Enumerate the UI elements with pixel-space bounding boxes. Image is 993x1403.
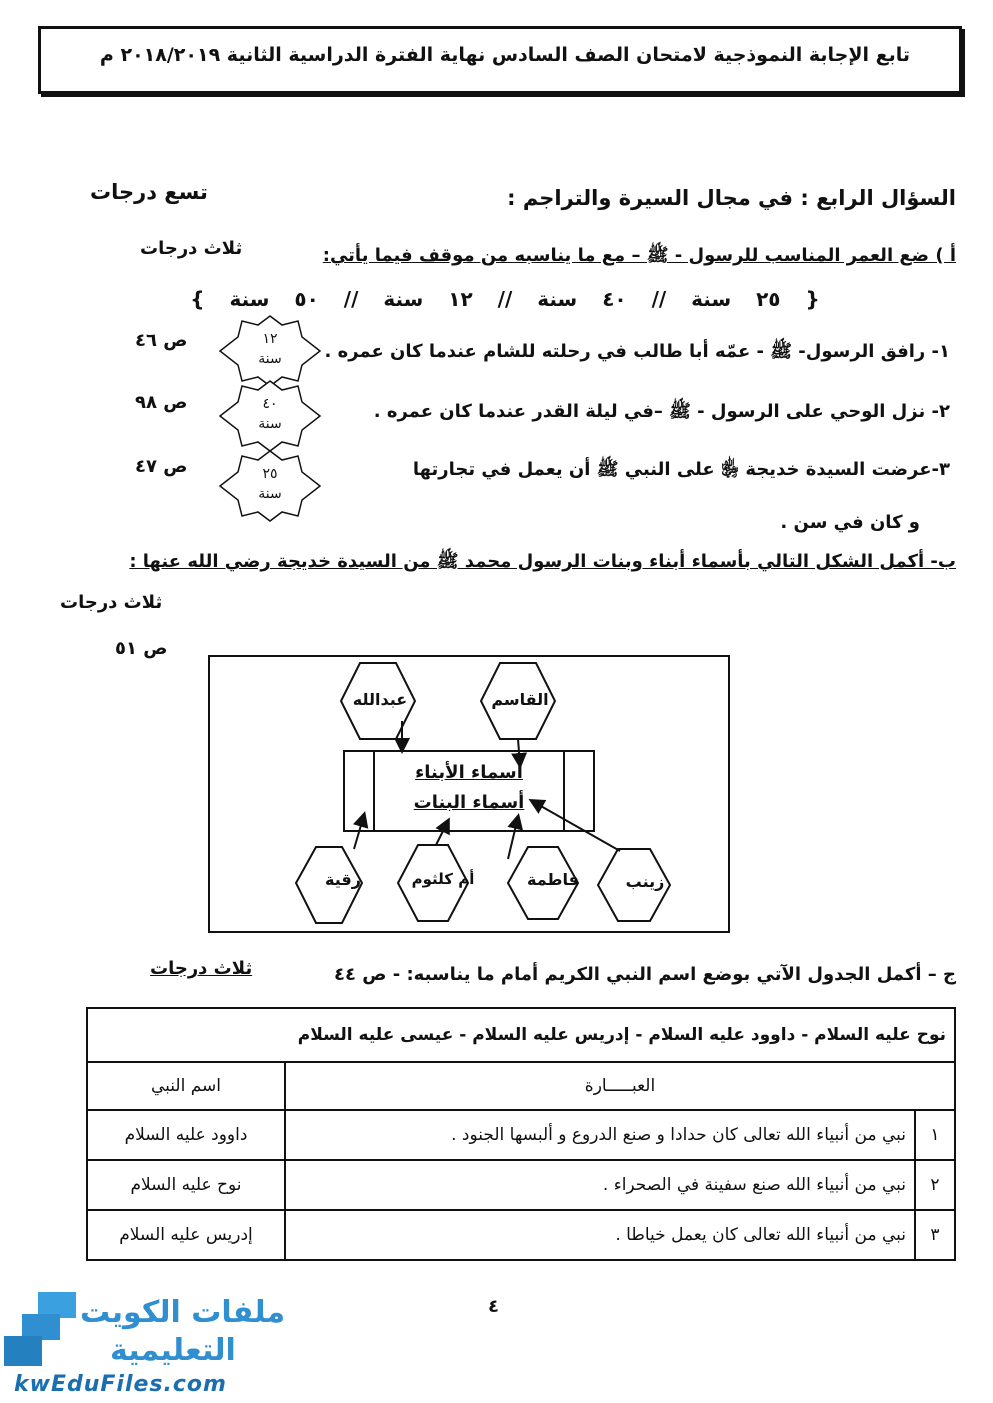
part-a-item-2-page: ص ٩٨ (135, 392, 188, 413)
watermark-line-1: ملفات الكويت (80, 1295, 286, 1330)
answer-2-unit: سنة (258, 416, 282, 432)
table-row (87, 1110, 955, 1160)
sons-label: أسماء الأبناء (415, 762, 523, 783)
daughter-name-4: زينب (625, 872, 665, 891)
header-title: تابع الإجابة النموذجية لامتحان الصف السادس نهاية الفترة الدراسية الثانية ٢٠١٨/٢٠١٩ م (99, 44, 910, 66)
answer-3-unit: سنة (258, 486, 282, 502)
row-number: ١ (915, 1110, 955, 1160)
col-statement: العبـــــارة (285, 1062, 955, 1110)
table-options-row (87, 1008, 955, 1062)
son-name-2: القاسم (491, 690, 549, 709)
table-row (87, 1160, 955, 1210)
part-a-heading: أ ) ضع العمر المناسب للرسول - ﷺ – مع ما يناسبه من موقف فيما يأتي: (322, 245, 956, 266)
answer-3-number: ٢٥ (262, 466, 278, 482)
row-prophet: نوح عليه السلام (87, 1160, 285, 1210)
part-a-item-3: ٣-عرضت السيدة خديجة ﵂ على النبي ﷺ أن يعمل في تجارتها (412, 459, 950, 480)
part-a-item-1-page: ص ٤٦ (135, 330, 188, 351)
part-a-item-2: ٢- نزل الوحي على الرسول - ﷺ –في ليلة القدر عندما كان عمره . (373, 401, 950, 422)
prophets-table (86, 1007, 956, 1261)
part-a-marks: ثلاث درجات (140, 238, 243, 259)
part-a-item-3-page: ص ٤٧ (135, 456, 188, 477)
part-c-heading: ج – أكمل الجدول الآتي بوضع اسم النبي الكريم أمام ما يناسبه: - ص ٤٤ (333, 964, 956, 985)
row-statement: نبي من أنبياء الله صنع سفينة في الصحراء . (285, 1160, 915, 1210)
answer-1-number: ١٢ (262, 331, 278, 347)
daughter-name-2: أم كلثوم (411, 870, 475, 888)
table-row (87, 1210, 955, 1260)
part-a-options: { ٢٥ سنة // ٤٠ سنة // ١٢ سنة // ٥٠ سنة } (190, 287, 820, 311)
daughters-label: أسماء البنات (413, 792, 525, 813)
answer-1-unit: سنة (258, 351, 282, 367)
row-prophet: داوود عليه السلام (87, 1110, 285, 1160)
daughter-name-3: فاطمة (527, 870, 579, 889)
watermark-logo-icon (2, 1290, 80, 1370)
son-name-1: عبدالله (352, 690, 408, 709)
part-b-page: ص ٥١ (115, 638, 168, 659)
watermark-url: kwEduFiles.com (14, 1372, 227, 1397)
row-number: ٣ (915, 1210, 955, 1260)
row-number: ٢ (915, 1160, 955, 1210)
question-marks: تسع درجات (90, 180, 208, 204)
answer-2-number: ٤٠ (262, 396, 278, 412)
row-prophet: إدريس عليه السلام (87, 1210, 285, 1260)
table-header-row (87, 1062, 955, 1110)
question-title: السؤال الرابع : في مجال السيرة والتراجم : (507, 186, 956, 210)
part-a-item-3-line2: و كان في سن . (780, 512, 920, 533)
daughter-name-1: رقية (325, 870, 361, 889)
part-b-heading: ب- أكمل الشكل التالي بأسماء أبناء وبنات الرسول محمد ﷺ من السيدة خديجة رضي الله عنها : (129, 551, 956, 572)
page-number: ٤ (488, 1296, 499, 1317)
part-c-marks: ثلاث درجات (150, 958, 253, 979)
row-statement: نبي من أنبياء الله تعالى كان يعمل خياطا . (285, 1210, 915, 1260)
part-a-item-1: ١- رافق الرسول- ﷺ - عمّه أبا طالب في رحلته للشام عندما كان عمره . (324, 341, 950, 362)
part-b-marks: ثلاث درجات (60, 592, 163, 613)
col-prophet: اسم النبي (87, 1062, 285, 1110)
table-options: نوح عليه السلام - داوود عليه السلام - إدريس عليه السلام - عيسى عليه السلام (87, 1008, 955, 1062)
watermark-line-2: التعليمية (110, 1333, 236, 1368)
row-statement: نبي من أنبياء الله تعالى كان حدادا و صنع الدروع و ألبسها الجنود . (285, 1110, 915, 1160)
